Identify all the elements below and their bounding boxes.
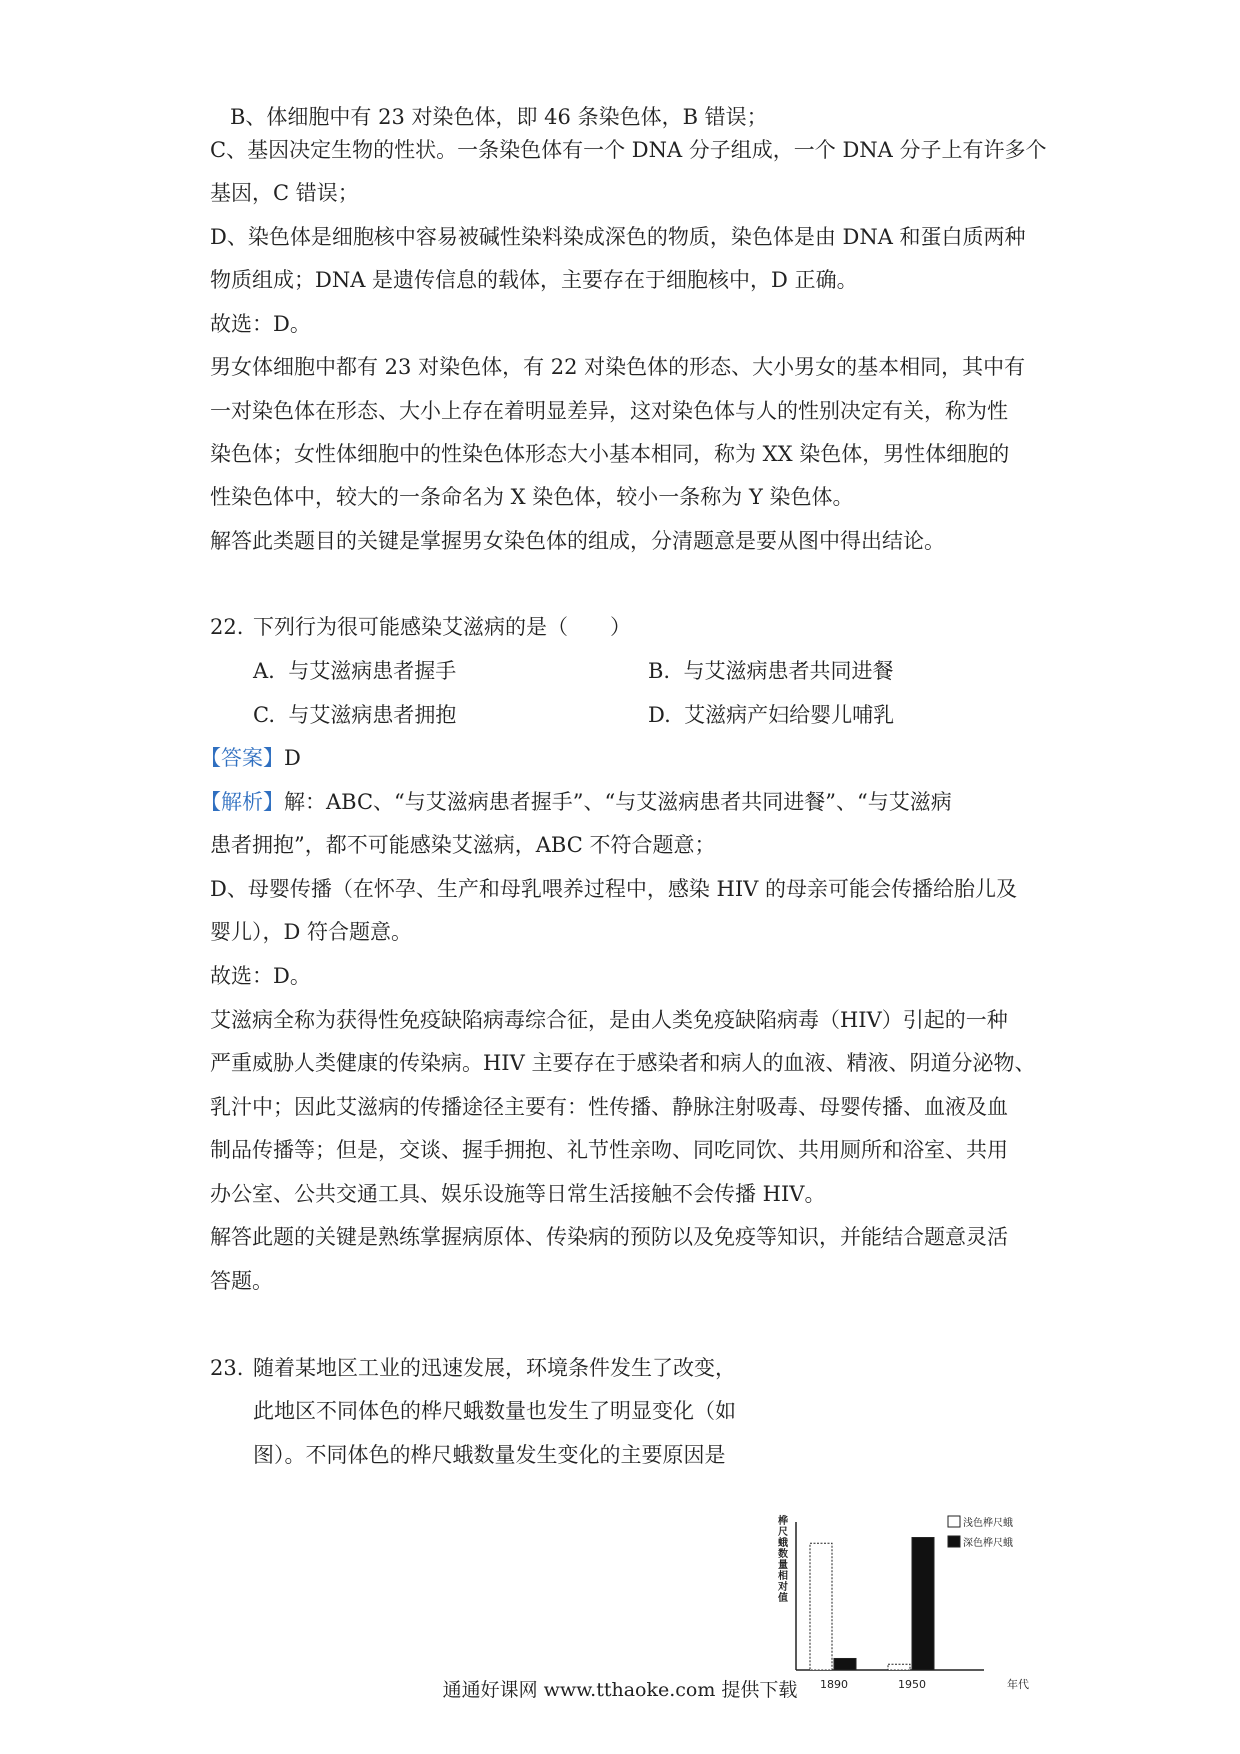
question-22-stem: 下列行为很可能感染艾滋病的是（ ） — [253, 615, 631, 639]
option-a-label: A. — [253, 659, 275, 683]
bar-1890-light — [810, 1543, 832, 1670]
analysis-text-1: 解：ABC、“与艾滋病患者握手”、“与艾滋病患者共同进餐”、“与艾滋病 — [284, 790, 952, 814]
x-tick-label: 1950 — [898, 1678, 926, 1691]
analysis-row-1 — [200, 787, 952, 817]
legend-label: 深色桦尺蛾 — [963, 1538, 1013, 1549]
question-22-number: 22. — [210, 615, 244, 639]
option-b — [648, 656, 893, 686]
q22-note-4: 制品传播等；但是，交谈、握手拥抱、礼节性亲吻、同吃同饮、共用厕所和浴室、共用 — [210, 1138, 1008, 1162]
explanation-line-3: 染色体；女性体细胞中的性染色体形态大小基本相同，称为 XX 染色体，男性体细胞的 — [210, 442, 1010, 466]
y-axis-label: 桦尺蛾数量相对值 — [778, 1516, 788, 1604]
chart-bars — [810, 1538, 934, 1670]
analysis-line-2: 患者拥抱”，都不可能感染艾滋病，ABC 不符合题意； — [210, 833, 716, 857]
footer-source: 通通好课网 www.tthaoke.com 提供下载 — [442, 1679, 798, 1701]
q22-note-5: 办公室、公共交通工具、娱乐设施等日常生活接触不会传播 HIV。 — [210, 1182, 826, 1206]
question-23-line-2: 此地区不同体色的桦尺蛾数量也发生了明显变化（如 — [253, 1399, 736, 1423]
explanation-line-4: 性染色体中，较大的一条命名为 X 染色体，较小一条称为 Y 染色体。 — [210, 485, 854, 509]
answer-value: D — [284, 746, 301, 770]
bar-1950-light — [888, 1664, 910, 1670]
answer-line-c1: C、基因决定生物的性状。一条染色体有一个 DNA 分子组成，一个 DNA 分子上有许多个 — [210, 138, 1047, 162]
analysis-line-3: D、母婴传播（在怀孕、生产和母乳喂养过程中，感染 HIV 的母亲可能会传播给胎儿及 — [210, 877, 1017, 901]
bar-1890-dark — [834, 1658, 856, 1670]
analysis-line-4: 婴儿），D 符合题意。 — [210, 920, 413, 944]
question-23-number: 23. — [210, 1356, 244, 1380]
legend-swatch — [948, 1536, 960, 1547]
x-axis-label: 年代 — [1007, 1678, 1029, 1691]
question-23-line-1: 随着某地区工业的迅速发展，环境条件发生了改变， — [253, 1356, 736, 1380]
explanation-line-2: 一对染色体在形态、大小上存在着明显差异，这对染色体与人的性别决定有关，称为性 — [210, 399, 1008, 423]
answer-choice: 故选：D。 — [210, 312, 311, 336]
answer-line-d2: 物质组成；DNA 是遗传信息的载体，主要存在于细胞核中，D 正确。 — [210, 268, 858, 292]
x-tick-label: 1890 — [820, 1678, 848, 1691]
question-23-line-3: 图）。不同体色的桦尺蛾数量发生变化的主要原因是 — [253, 1443, 726, 1467]
analysis-tag: 【解析】 — [200, 790, 284, 814]
answer-tag: 【答案】 — [200, 746, 284, 770]
q22-note-3: 乳汁中；因此艾滋病的传播途径主要有：性传播、静脉注射吸毒、母婴传播、血液及血 — [210, 1095, 1008, 1119]
legend-swatch — [948, 1516, 960, 1527]
key-point: 解答此类题目的关键是掌握男女染色体的组成，分清题意是要从图中得出结论。 — [210, 529, 945, 553]
option-c-label: C. — [253, 703, 275, 727]
bar-1950-dark — [912, 1538, 934, 1670]
answer-row — [200, 743, 301, 773]
legend-label: 浅色桦尺蛾 — [963, 1518, 1013, 1529]
option-b-text: 与艾滋病患者共同进餐 — [683, 659, 894, 683]
answer-line-b: B、体细胞中有 23 对染色体，即 46 条染色体，B 错误； — [230, 105, 768, 129]
q22-key-2: 答题。 — [210, 1269, 273, 1293]
q22-choice: 故选：D。 — [210, 964, 311, 988]
option-d — [648, 700, 894, 730]
option-b-label: B. — [648, 659, 671, 683]
answer-line-c2: 基因，C 错误； — [210, 181, 359, 205]
answer-line-d1: D、染色体是细胞核中容易被碱性染料染成深色的物质，染色体是由 DNA 和蛋白质两种 — [210, 225, 1026, 249]
option-c-text: 与艾滋病患者拥抱 — [288, 703, 457, 727]
option-c — [253, 700, 456, 730]
q22-key-1: 解答此题的关键是熟练掌握病原体、传染病的预防以及免疫等知识，并能结合题意灵活 — [210, 1225, 1008, 1249]
q22-note-2: 严重威胁人类健康的传染病。HIV 主要存在于感染者和病人的血液、精液、阴道分泌物、 — [210, 1051, 1036, 1075]
option-d-label: D. — [648, 703, 671, 727]
option-a — [253, 656, 456, 686]
explanation-line-1: 男女体细胞中都有 23 对染色体，有 22 对染色体的形态、大小男女的基本相同，其中有 — [210, 355, 1026, 379]
q22-note-1: 艾滋病全称为获得性免疫缺陷病毒综合征，是由人类免疫缺陷病毒（HIV）引起的一种 — [210, 1008, 1008, 1032]
chart-legend — [948, 1516, 1013, 1549]
moth-population-chart — [770, 1512, 1040, 1694]
option-d-text: 艾滋病产妇给婴儿哺乳 — [684, 703, 895, 727]
option-a-text: 与艾滋病患者握手 — [288, 659, 457, 683]
